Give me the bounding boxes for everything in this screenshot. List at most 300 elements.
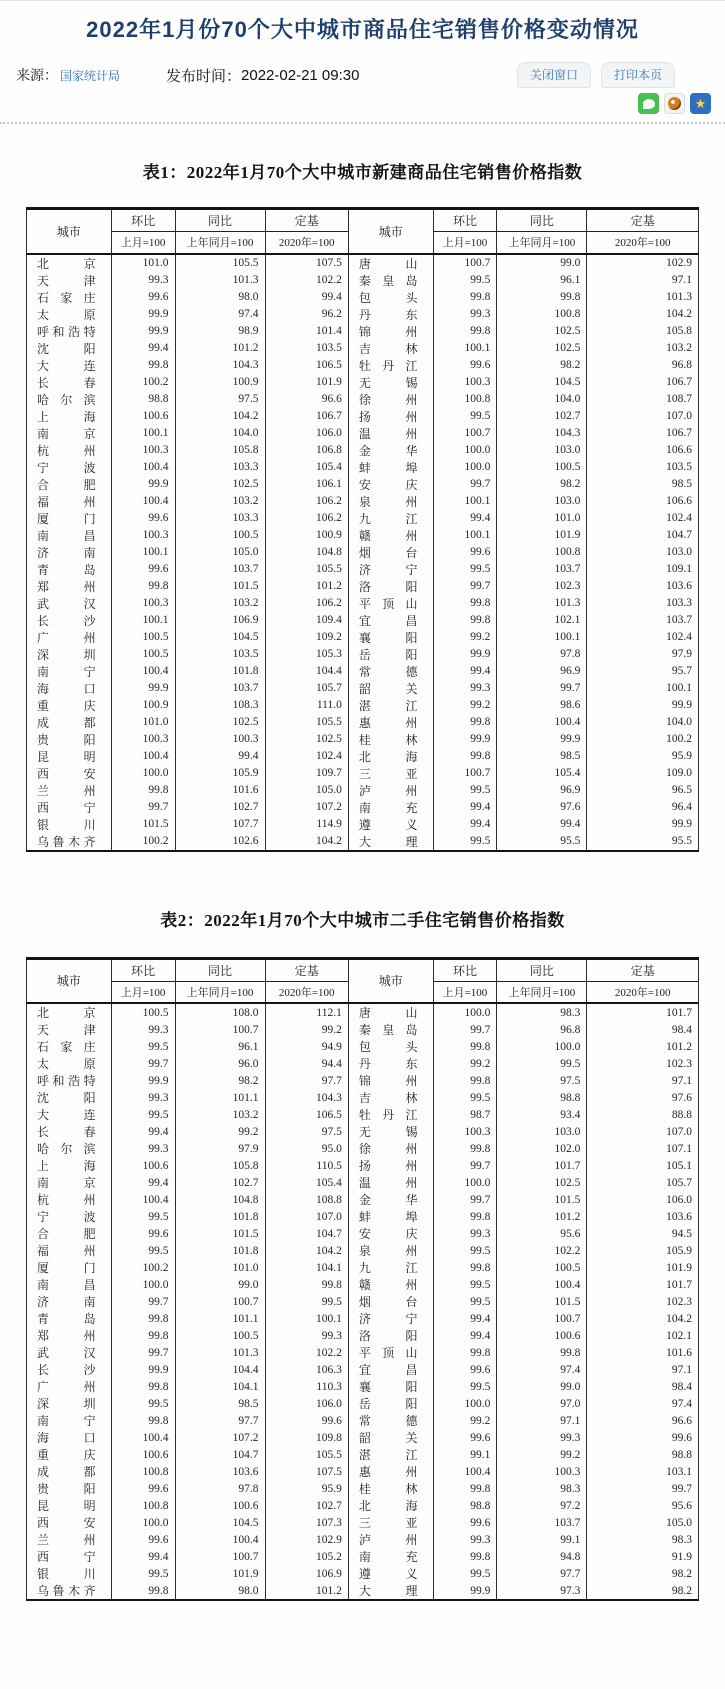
page-header xyxy=(0,0,725,124)
value-cell: 100.2 xyxy=(111,833,175,851)
value-cell: 100.0 xyxy=(433,459,497,476)
table-row xyxy=(27,1361,699,1378)
value-cell: 99.8 xyxy=(433,289,497,306)
value-cell: 102.1 xyxy=(497,612,587,629)
value-cell: 102.2 xyxy=(497,1242,587,1259)
city-cell: 大理 xyxy=(348,1582,433,1600)
table-row xyxy=(27,272,699,289)
value-cell: 95.6 xyxy=(587,1497,699,1514)
value-cell: 99.4 xyxy=(497,816,587,833)
col-header-mom: 环比 xyxy=(433,958,497,981)
value-cell: 95.7 xyxy=(587,663,699,680)
value-cell: 102.6 xyxy=(175,833,265,851)
table-row xyxy=(27,1191,699,1208)
value-cell: 99.8 xyxy=(433,714,497,731)
weibo-eye-glyph xyxy=(668,97,681,110)
city-cell: 韶关 xyxy=(348,680,433,697)
table-row xyxy=(27,629,699,646)
value-cell: 100.8 xyxy=(111,1463,175,1480)
value-cell: 110.5 xyxy=(265,1157,348,1174)
city-cell: 南京 xyxy=(27,1174,112,1191)
value-cell: 99.3 xyxy=(433,1531,497,1548)
value-cell: 99.8 xyxy=(111,1412,175,1429)
value-cell: 95.5 xyxy=(497,833,587,851)
value-cell: 109.7 xyxy=(265,765,348,782)
table1-new-homes-price-index xyxy=(26,207,699,852)
table2-body xyxy=(27,1003,699,1600)
value-cell: 101.5 xyxy=(175,578,265,595)
value-cell: 99.2 xyxy=(433,629,497,646)
table-row xyxy=(27,357,699,374)
value-cell: 99.8 xyxy=(111,1582,175,1600)
value-cell: 98.2 xyxy=(497,357,587,374)
value-cell: 100.4 xyxy=(111,493,175,510)
table-row xyxy=(27,663,699,680)
value-cell: 100.3 xyxy=(175,731,265,748)
city-cell: 宁波 xyxy=(27,1208,112,1225)
value-cell: 103.3 xyxy=(175,510,265,527)
city-cell: 牡丹江 xyxy=(348,357,433,374)
value-cell: 105.5 xyxy=(265,1446,348,1463)
value-cell: 106.1 xyxy=(265,476,348,493)
table-row xyxy=(27,527,699,544)
city-cell: 青岛 xyxy=(27,561,112,578)
value-cell: 100.0 xyxy=(433,1003,497,1021)
value-cell: 100.3 xyxy=(433,1123,497,1140)
value-cell: 99.3 xyxy=(265,1327,348,1344)
city-cell: 重庆 xyxy=(27,1446,112,1463)
city-cell: 厦门 xyxy=(27,1259,112,1276)
value-cell: 97.1 xyxy=(587,1361,699,1378)
value-cell: 100.1 xyxy=(497,629,587,646)
table-row xyxy=(27,1021,699,1038)
value-cell: 99.4 xyxy=(111,1174,175,1191)
value-cell: 99.5 xyxy=(433,408,497,425)
value-cell: 102.5 xyxy=(497,1174,587,1191)
value-cell: 108.3 xyxy=(175,697,265,714)
value-cell: 97.7 xyxy=(175,1412,265,1429)
city-cell: 秦皇岛 xyxy=(348,272,433,289)
table-row xyxy=(27,1429,699,1446)
city-cell: 平顶山 xyxy=(348,1344,433,1361)
city-cell: 南充 xyxy=(348,799,433,816)
value-cell: 106.9 xyxy=(175,612,265,629)
value-cell: 108.0 xyxy=(175,1003,265,1021)
value-cell: 104.4 xyxy=(175,1361,265,1378)
value-cell: 105.0 xyxy=(587,1514,699,1531)
value-cell: 98.0 xyxy=(175,1582,265,1600)
value-cell: 99.5 xyxy=(265,1293,348,1310)
value-cell: 106.0 xyxy=(587,1191,699,1208)
value-cell: 104.5 xyxy=(497,374,587,391)
city-cell: 银川 xyxy=(27,1565,112,1582)
value-cell: 105.4 xyxy=(497,765,587,782)
value-cell: 99.4 xyxy=(111,340,175,357)
wechat-share-icon[interactable] xyxy=(638,93,659,114)
city-cell: 南宁 xyxy=(27,663,112,680)
value-cell: 104.3 xyxy=(265,1089,348,1106)
city-cell: 桂林 xyxy=(348,731,433,748)
value-cell: 104.2 xyxy=(175,408,265,425)
city-cell: 贵阳 xyxy=(27,1480,112,1497)
city-cell: 济宁 xyxy=(348,561,433,578)
value-cell: 105.7 xyxy=(265,680,348,697)
city-cell: 宜昌 xyxy=(348,1361,433,1378)
table-row xyxy=(27,1412,699,1429)
table-row xyxy=(27,1276,699,1293)
value-cell: 99.7 xyxy=(433,476,497,493)
value-cell: 98.3 xyxy=(587,1531,699,1548)
value-cell: 99.2 xyxy=(433,697,497,714)
col-header-fixed-base: 定基 xyxy=(587,209,699,232)
value-cell: 96.1 xyxy=(497,272,587,289)
value-cell: 100.5 xyxy=(111,1003,175,1021)
value-cell: 99.7 xyxy=(497,680,587,697)
table-row xyxy=(27,1344,699,1361)
city-cell: 石家庄 xyxy=(27,289,112,306)
value-cell: 100.7 xyxy=(433,425,497,442)
value-cell: 98.8 xyxy=(433,1497,497,1514)
value-cell: 99.8 xyxy=(433,595,497,612)
value-cell: 101.6 xyxy=(175,782,265,799)
table-row xyxy=(27,816,699,833)
col-subheader-yoy-base: 上年同月=100 xyxy=(175,232,265,254)
value-cell: 99.6 xyxy=(111,1480,175,1497)
value-cell: 98.3 xyxy=(497,1003,587,1021)
value-cell: 104.1 xyxy=(175,1378,265,1395)
value-cell: 99.4 xyxy=(433,1310,497,1327)
value-cell: 96.1 xyxy=(175,1038,265,1055)
value-cell: 99.5 xyxy=(433,1293,497,1310)
table-row xyxy=(27,680,699,697)
value-cell: 102.5 xyxy=(497,323,587,340)
city-cell: 宜昌 xyxy=(348,612,433,629)
city-cell: 杭州 xyxy=(27,1191,112,1208)
value-cell: 101.8 xyxy=(175,1208,265,1225)
value-cell: 106.0 xyxy=(265,1395,348,1412)
value-cell: 100.0 xyxy=(111,765,175,782)
value-cell: 98.8 xyxy=(497,1089,587,1106)
value-cell: 103.0 xyxy=(497,1123,587,1140)
value-cell: 101.1 xyxy=(175,1310,265,1327)
value-cell: 96.2 xyxy=(265,306,348,323)
value-cell: 100.6 xyxy=(111,1446,175,1463)
value-cell: 95.9 xyxy=(265,1480,348,1497)
value-cell: 97.8 xyxy=(175,1480,265,1497)
value-cell: 104.2 xyxy=(265,833,348,851)
share-icons-row xyxy=(12,88,713,120)
close-window-button[interactable]: 关闭窗口 xyxy=(517,62,591,88)
city-cell: 哈尔滨 xyxy=(27,1140,112,1157)
weibo-share-icon[interactable] xyxy=(664,93,685,114)
value-cell: 101.6 xyxy=(587,1344,699,1361)
value-cell: 105.7 xyxy=(587,1174,699,1191)
table2-secondhand-homes-price-index xyxy=(26,957,699,1602)
value-cell: 95.0 xyxy=(265,1140,348,1157)
value-cell: 104.0 xyxy=(497,391,587,408)
value-cell: 98.2 xyxy=(587,1565,699,1582)
value-cell: 100.6 xyxy=(175,1497,265,1514)
city-cell: 岳阳 xyxy=(348,1395,433,1412)
city-cell: 韶关 xyxy=(348,1429,433,1446)
value-cell: 101.3 xyxy=(175,1344,265,1361)
value-cell: 106.7 xyxy=(587,374,699,391)
value-cell: 99.6 xyxy=(587,1429,699,1446)
city-cell: 济南 xyxy=(27,544,112,561)
value-cell: 99.6 xyxy=(111,1225,175,1242)
value-cell: 100.6 xyxy=(497,1327,587,1344)
value-cell: 99.7 xyxy=(111,1055,175,1072)
col-header-fixed-base: 定基 xyxy=(265,958,348,981)
value-cell: 103.6 xyxy=(175,1463,265,1480)
page-title: 2022年1月份70个大中城市商品住宅销售价格变动情况 xyxy=(86,17,639,42)
header-buttons xyxy=(517,62,675,88)
value-cell: 100.1 xyxy=(587,680,699,697)
value-cell: 101.3 xyxy=(175,272,265,289)
value-cell: 102.7 xyxy=(265,1497,348,1514)
col-subheader-yoy-base: 上年同月=100 xyxy=(497,981,587,1003)
value-cell: 102.5 xyxy=(175,714,265,731)
value-cell: 97.8 xyxy=(497,646,587,663)
value-cell: 98.2 xyxy=(587,1582,699,1600)
value-cell: 99.7 xyxy=(587,1480,699,1497)
value-cell: 100.3 xyxy=(111,442,175,459)
city-cell: 大理 xyxy=(348,833,433,851)
value-cell: 100.5 xyxy=(497,459,587,476)
value-cell: 99.3 xyxy=(111,272,175,289)
table-row xyxy=(27,578,699,595)
value-cell: 99.1 xyxy=(497,1531,587,1548)
city-cell: 安庆 xyxy=(348,476,433,493)
value-cell: 99.4 xyxy=(433,1327,497,1344)
value-cell: 97.1 xyxy=(587,272,699,289)
table-row xyxy=(27,561,699,578)
value-cell: 96.5 xyxy=(587,782,699,799)
value-cell: 102.2 xyxy=(265,1344,348,1361)
value-cell: 99.8 xyxy=(433,1140,497,1157)
value-cell: 107.0 xyxy=(587,408,699,425)
value-cell: 102.5 xyxy=(175,476,265,493)
value-cell: 99.8 xyxy=(433,1038,497,1055)
city-cell: 贵阳 xyxy=(27,731,112,748)
table-row xyxy=(27,459,699,476)
value-cell: 97.5 xyxy=(175,391,265,408)
value-cell: 104.2 xyxy=(587,306,699,323)
city-cell: 南昌 xyxy=(27,527,112,544)
city-cell: 三亚 xyxy=(348,1514,433,1531)
city-cell: 锦州 xyxy=(348,323,433,340)
print-page-button[interactable]: 打印本页 xyxy=(601,62,675,88)
value-cell: 104.5 xyxy=(175,629,265,646)
value-cell: 102.3 xyxy=(587,1293,699,1310)
value-cell: 99.6 xyxy=(111,1531,175,1548)
value-cell: 97.3 xyxy=(497,1582,587,1600)
city-cell: 广州 xyxy=(27,629,112,646)
value-cell: 99.8 xyxy=(265,1276,348,1293)
city-cell: 岳阳 xyxy=(348,646,433,663)
city-cell: 杭州 xyxy=(27,442,112,459)
source-link[interactable]: 国家统计局 xyxy=(60,68,121,83)
value-cell: 97.1 xyxy=(587,1072,699,1089)
city-cell: 上海 xyxy=(27,1157,112,1174)
value-cell: 103.0 xyxy=(497,493,587,510)
city-cell: 洛阳 xyxy=(348,578,433,595)
value-cell: 114.9 xyxy=(265,816,348,833)
value-cell: 102.3 xyxy=(497,578,587,595)
value-cell: 99.8 xyxy=(433,1259,497,1276)
value-cell: 109.1 xyxy=(587,561,699,578)
value-cell: 100.8 xyxy=(433,391,497,408)
value-cell: 100.4 xyxy=(111,748,175,765)
value-cell: 103.3 xyxy=(175,459,265,476)
value-cell: 100.7 xyxy=(175,1021,265,1038)
value-cell: 112.1 xyxy=(265,1003,348,1021)
value-cell: 97.0 xyxy=(497,1395,587,1412)
city-cell: 西安 xyxy=(27,1514,112,1531)
value-cell: 107.1 xyxy=(587,1140,699,1157)
city-cell: 徐州 xyxy=(348,1140,433,1157)
city-cell: 赣州 xyxy=(348,527,433,544)
value-cell: 105.5 xyxy=(265,561,348,578)
value-cell: 109.8 xyxy=(265,1429,348,1446)
value-cell: 105.1 xyxy=(587,1157,699,1174)
value-cell: 97.6 xyxy=(587,1089,699,1106)
value-cell: 97.4 xyxy=(587,1395,699,1412)
value-cell: 102.4 xyxy=(587,510,699,527)
table-row xyxy=(27,1480,699,1497)
city-cell: 三亚 xyxy=(348,765,433,782)
qzone-share-icon[interactable]: ★ xyxy=(690,93,711,114)
value-cell: 102.9 xyxy=(587,254,699,272)
city-cell: 惠州 xyxy=(348,1463,433,1480)
value-cell: 99.9 xyxy=(433,731,497,748)
value-cell: 107.5 xyxy=(265,254,348,272)
value-cell: 99.5 xyxy=(433,1565,497,1582)
value-cell: 99.3 xyxy=(433,1225,497,1242)
value-cell: 104.0 xyxy=(175,425,265,442)
value-cell: 99.1 xyxy=(433,1446,497,1463)
value-cell: 100.0 xyxy=(111,1276,175,1293)
value-cell: 99.8 xyxy=(433,323,497,340)
value-cell: 102.2 xyxy=(265,272,348,289)
city-cell: 常德 xyxy=(348,663,433,680)
value-cell: 101.8 xyxy=(175,663,265,680)
value-cell: 100.0 xyxy=(433,442,497,459)
col-header-city: 城市 xyxy=(348,209,433,254)
value-cell: 99.5 xyxy=(433,1089,497,1106)
value-cell: 99.4 xyxy=(175,748,265,765)
value-cell: 107.2 xyxy=(175,1429,265,1446)
col-header-city: 城市 xyxy=(27,958,112,1003)
table-row xyxy=(27,1565,699,1582)
city-cell: 重庆 xyxy=(27,697,112,714)
col-header-yoy: 同比 xyxy=(175,958,265,981)
value-cell: 106.0 xyxy=(265,425,348,442)
value-cell: 99.7 xyxy=(433,1191,497,1208)
value-cell: 99.9 xyxy=(433,1582,497,1600)
city-cell: 湛江 xyxy=(348,697,433,714)
city-cell: 无锡 xyxy=(348,1123,433,1140)
value-cell: 99.5 xyxy=(433,782,497,799)
city-cell: 成都 xyxy=(27,1463,112,1480)
col-subheader-mom-base: 上月=100 xyxy=(433,981,497,1003)
table-row xyxy=(27,1225,699,1242)
value-cell: 107.2 xyxy=(265,799,348,816)
city-cell: 牡丹江 xyxy=(348,1106,433,1123)
table-row xyxy=(27,493,699,510)
publish-time-value: 2022-02-21 09:30 xyxy=(241,66,360,84)
value-cell: 99.5 xyxy=(111,1395,175,1412)
value-cell: 106.9 xyxy=(265,1565,348,1582)
city-cell: 郑州 xyxy=(27,578,112,595)
value-cell: 100.0 xyxy=(111,1514,175,1531)
value-cell: 99.5 xyxy=(111,1242,175,1259)
table-row xyxy=(27,1395,699,1412)
value-cell: 99.5 xyxy=(433,272,497,289)
value-cell: 100.4 xyxy=(433,1463,497,1480)
value-cell: 100.7 xyxy=(433,254,497,272)
city-cell: 唐山 xyxy=(348,1003,433,1021)
value-cell: 100.8 xyxy=(497,544,587,561)
value-cell: 107.3 xyxy=(265,1514,348,1531)
value-cell: 96.8 xyxy=(497,1021,587,1038)
city-cell: 扬州 xyxy=(348,1157,433,1174)
value-cell: 99.8 xyxy=(111,1327,175,1344)
city-cell: 无锡 xyxy=(348,374,433,391)
city-cell: 北海 xyxy=(348,748,433,765)
city-cell: 泸州 xyxy=(348,1531,433,1548)
value-cell: 99.4 xyxy=(433,663,497,680)
value-cell: 109.0 xyxy=(587,765,699,782)
table-row xyxy=(27,799,699,816)
city-cell: 安庆 xyxy=(348,1225,433,1242)
table-row xyxy=(27,612,699,629)
value-cell: 103.1 xyxy=(587,1463,699,1480)
value-cell: 101.8 xyxy=(175,1242,265,1259)
city-cell: 锦州 xyxy=(348,1072,433,1089)
value-cell: 105.9 xyxy=(587,1242,699,1259)
table-row xyxy=(27,1514,699,1531)
value-cell: 103.2 xyxy=(587,340,699,357)
value-cell: 99.9 xyxy=(111,306,175,323)
table1-header xyxy=(27,209,699,254)
value-cell: 99.4 xyxy=(111,1548,175,1565)
table-row xyxy=(27,748,699,765)
city-cell: 长沙 xyxy=(27,612,112,629)
table-row xyxy=(27,408,699,425)
city-cell: 西安 xyxy=(27,765,112,782)
table-row xyxy=(27,306,699,323)
value-cell: 98.7 xyxy=(433,1106,497,1123)
city-cell: 兰州 xyxy=(27,1531,112,1548)
value-cell: 97.7 xyxy=(265,1072,348,1089)
value-cell: 103.0 xyxy=(497,442,587,459)
table-row xyxy=(27,289,699,306)
value-cell: 88.8 xyxy=(587,1106,699,1123)
city-cell: 石家庄 xyxy=(27,1038,112,1055)
value-cell: 98.5 xyxy=(175,1395,265,1412)
city-cell: 金华 xyxy=(348,442,433,459)
city-cell: 南昌 xyxy=(27,1276,112,1293)
city-cell: 长春 xyxy=(27,374,112,391)
city-cell: 九江 xyxy=(348,1259,433,1276)
city-cell: 包头 xyxy=(348,289,433,306)
value-cell: 99.5 xyxy=(433,1378,497,1395)
city-cell: 昆明 xyxy=(27,748,112,765)
col-header-yoy: 同比 xyxy=(497,958,587,981)
value-cell: 100.9 xyxy=(265,527,348,544)
value-cell: 99.9 xyxy=(111,476,175,493)
